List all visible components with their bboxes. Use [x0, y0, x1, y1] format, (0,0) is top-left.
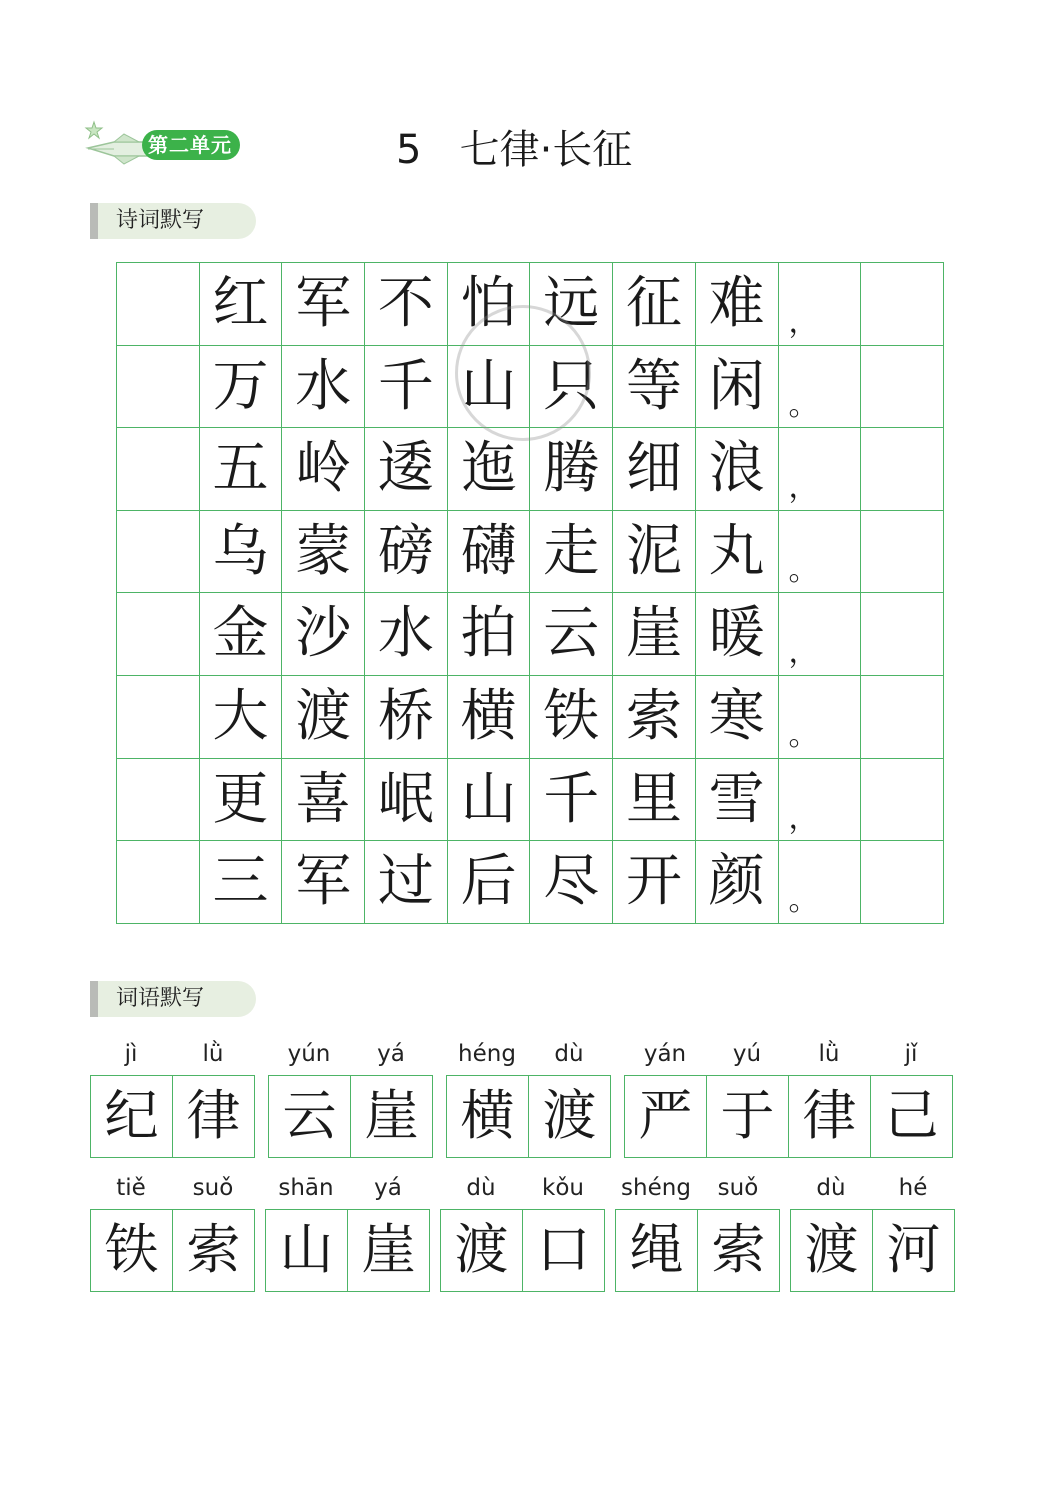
pinyin-label: yá: [374, 1175, 402, 1201]
poem-char: 磅: [365, 511, 448, 594]
poem-char: 水: [365, 593, 448, 676]
poem-char: 闲: [696, 346, 779, 429]
pinyin-label: dù: [816, 1175, 846, 1201]
pinyin-label: yú: [732, 1041, 762, 1067]
word-group: [615, 1167, 780, 1292]
grid-cell-empty: [861, 346, 944, 429]
grid-cell-empty: [117, 759, 200, 842]
grid-cell-empty: [117, 841, 200, 924]
word-group: [90, 1033, 255, 1158]
pinyin-label: héng: [458, 1041, 516, 1067]
poem-char: 颜: [696, 841, 779, 924]
poem-char: 迤: [448, 428, 531, 511]
word-row-2: [90, 1167, 955, 1292]
poem-punctuation: 。: [779, 511, 862, 594]
word-group: [446, 1033, 611, 1158]
section-tag-word-dictation: 词语默写: [90, 981, 256, 1017]
word-char-box: 云: [269, 1076, 351, 1158]
poem-char: 蒙: [282, 511, 365, 594]
grid-cell-empty: [117, 676, 200, 759]
poem-char: 丸: [696, 511, 779, 594]
poem-char: 更: [200, 759, 283, 842]
word-group: [624, 1033, 953, 1158]
poem-char: 雪: [696, 759, 779, 842]
poem-char: 尽: [530, 841, 613, 924]
poem-char: 水: [282, 346, 365, 429]
pinyin-label: shān: [278, 1175, 334, 1201]
pinyin-label: lǜ: [818, 1041, 840, 1067]
word-char-box: 渡: [529, 1076, 611, 1158]
pinyin-label: jǐ: [904, 1041, 918, 1067]
poem-char: 千: [530, 759, 613, 842]
word-group: [90, 1167, 255, 1292]
poem-punctuation: 。: [779, 346, 862, 429]
pinyin-label: hé: [898, 1175, 928, 1201]
grid-cell-empty: [117, 428, 200, 511]
poem-char: 走: [530, 511, 613, 594]
poem-char: 逶: [365, 428, 448, 511]
word-char-box: 己: [871, 1076, 953, 1158]
poem-punctuation: ，: [779, 593, 862, 676]
pinyin-label: dù: [554, 1041, 584, 1067]
poem-char: 岭: [282, 428, 365, 511]
poem-char: 过: [365, 841, 448, 924]
poem-char: 桥: [365, 676, 448, 759]
poem-char: 浪: [696, 428, 779, 511]
poem-char: 喜: [282, 759, 365, 842]
poem-punctuation: ，: [779, 428, 862, 511]
poem-char: 后: [448, 841, 531, 924]
pinyin-label: suǒ: [192, 1175, 234, 1201]
poem-char: 山: [448, 759, 531, 842]
word-char-box: 严: [625, 1076, 707, 1158]
pinyin-label: suǒ: [717, 1175, 759, 1201]
grid-cell-empty: [861, 428, 944, 511]
poem-char: 难: [696, 263, 779, 346]
grid-cell-empty: [861, 841, 944, 924]
pinyin-label: yán: [643, 1041, 687, 1067]
poem-char: 千: [365, 346, 448, 429]
word-char-box: 口: [523, 1210, 605, 1292]
word-group: [268, 1033, 433, 1158]
poem-char: 只: [530, 346, 613, 429]
poem-char: 五: [200, 428, 283, 511]
star-icon: [86, 122, 102, 138]
word-char-box: 山: [266, 1210, 348, 1292]
poem-char: 军: [282, 263, 365, 346]
pinyin-label: dù: [466, 1175, 496, 1201]
poem-char: 横: [448, 676, 531, 759]
poem-grid: [116, 262, 944, 924]
grid-cell-empty: [117, 593, 200, 676]
grid-cell-empty: [861, 759, 944, 842]
pinyin-label: lǜ: [202, 1041, 224, 1067]
pinyin-label: jì: [124, 1041, 138, 1067]
word-char-box: 索: [173, 1210, 255, 1292]
poem-punctuation: ，: [779, 263, 862, 346]
poem-char: 索: [613, 676, 696, 759]
unit-badge: [84, 120, 264, 168]
word-char-box: 崖: [348, 1210, 430, 1292]
word-group: [440, 1167, 605, 1292]
pinyin-label: shéng: [621, 1175, 691, 1201]
word-char-box: 绳: [616, 1210, 698, 1292]
word-char-box: 横: [447, 1076, 529, 1158]
grid-cell-empty: [117, 263, 200, 346]
poem-char: 寒: [696, 676, 779, 759]
poem-char: 开: [613, 841, 696, 924]
grid-cell-empty: [117, 346, 200, 429]
word-char-box: 渡: [441, 1210, 523, 1292]
poem-char: 里: [613, 759, 696, 842]
poem-char: 红: [200, 263, 283, 346]
poem-char: 等: [613, 346, 696, 429]
poem-char: 大: [200, 676, 283, 759]
word-group: [265, 1167, 430, 1292]
word-char-box: 于: [707, 1076, 789, 1158]
poem-char: 三: [200, 841, 283, 924]
grid-cell-empty: [117, 511, 200, 594]
poem-char: 腾: [530, 428, 613, 511]
poem-char: 礴: [448, 511, 531, 594]
pinyin-label: tiě: [116, 1175, 146, 1201]
poem-char: 怕: [448, 263, 531, 346]
word-char-box: 律: [173, 1076, 255, 1158]
poem-char: 岷: [365, 759, 448, 842]
grid-cell-empty: [861, 593, 944, 676]
poem-punctuation: ，: [779, 759, 862, 842]
poem-char: 征: [613, 263, 696, 346]
word-char-box: 律: [789, 1076, 871, 1158]
grid-cell-empty: [861, 511, 944, 594]
lesson-title: 5 七律·长征: [396, 127, 633, 173]
word-char-box: 渡: [791, 1210, 873, 1292]
poem-char: 乌: [200, 511, 283, 594]
poem-char: 细: [613, 428, 696, 511]
grid-cell-empty: [861, 263, 944, 346]
word-char-box: 河: [873, 1210, 955, 1292]
poem-char: 崖: [613, 593, 696, 676]
unit-label: 第二单元: [142, 130, 240, 160]
poem-char: 渡: [282, 676, 365, 759]
word-char-box: 铁: [91, 1210, 173, 1292]
poem-char: 山: [448, 346, 531, 429]
poem-punctuation: 。: [779, 841, 862, 924]
poem-char: 沙: [282, 593, 365, 676]
poem-char: 军: [282, 841, 365, 924]
poem-char: 云: [530, 593, 613, 676]
pinyin-label: yá: [377, 1041, 405, 1067]
poem-char: 万: [200, 346, 283, 429]
poem-char: 不: [365, 263, 448, 346]
word-char-box: 索: [698, 1210, 780, 1292]
word-group: [790, 1167, 955, 1292]
poem-char: 拍: [448, 593, 531, 676]
word-char-box: 纪: [91, 1076, 173, 1158]
pinyin-label: kǒu: [542, 1175, 584, 1201]
word-char-box: 崖: [351, 1076, 433, 1158]
poem-char: 暖: [696, 593, 779, 676]
poem-char: 金: [200, 593, 283, 676]
poem-char: 远: [530, 263, 613, 346]
poem-char: 铁: [530, 676, 613, 759]
word-row-1: [90, 1033, 953, 1158]
poem-punctuation: 。: [779, 676, 862, 759]
pinyin-label: yún: [287, 1041, 331, 1067]
grid-cell-empty: [861, 676, 944, 759]
poem-char: 泥: [613, 511, 696, 594]
section-tag-poem-dictation: 诗词默写: [90, 203, 256, 239]
